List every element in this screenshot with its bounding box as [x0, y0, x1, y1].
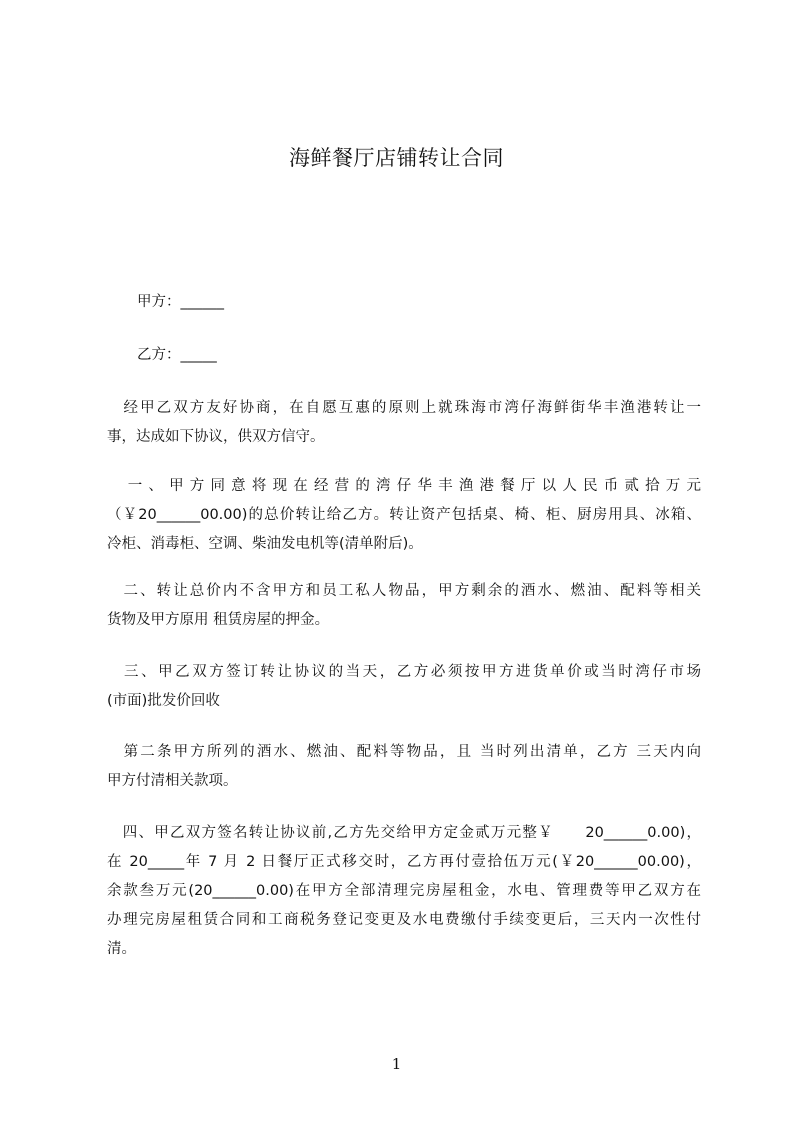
- text-line: 一、甲方同意将现在经营的湾仔华丰渔港餐厅以人民币贰拾万元: [107, 478, 701, 494]
- party-a-line: 甲方：______: [137, 294, 224, 310]
- paragraph-clause-4: [107, 819, 701, 964]
- text-line: 二、转让总价内不含甲方和员工私人物品，甲方剩余的酒水、燃油、配料等相关: [107, 583, 701, 599]
- text-line: 货物及甲方原用 租赁房屋的押金。: [107, 612, 330, 628]
- text-line: (市面)批发价回收: [107, 693, 220, 709]
- text-line: 冷柜、消毒柜、空调、柴油发电机等(清单附后)。: [107, 536, 423, 552]
- text-line: 三、甲乙双方签订转让协议的当天，乙方必须按甲方进货单价或当时湾仔市场: [107, 664, 701, 680]
- text-line: 甲方付清相关款项。: [107, 773, 238, 789]
- text-line: 清。: [107, 941, 136, 957]
- paragraph-clause-3: [107, 658, 701, 716]
- document-title: 海鲜餐厅店铺转让合同: [289, 146, 504, 170]
- paragraph-preamble: [107, 394, 701, 452]
- text-line: 经甲乙双方友好协商，在自愿互惠的原则上就珠海市湾仔海鲜街华丰渔港转让一: [107, 400, 701, 416]
- text-line: 事，达成如下协议，供双方信守。: [107, 429, 325, 445]
- page-number: 1: [391, 1055, 402, 1073]
- text-line: 第二条甲方所列的酒水、燃油、配料等物品，且 当时列出清单，乙方 三天内向: [107, 744, 701, 760]
- paragraph-article-2: [107, 738, 701, 796]
- text-line: （￥20______00.00)的总价转让给乙方。转让资产包括桌、椅、柜、厨房用具、冰箱、: [107, 507, 701, 523]
- party-b-line: 乙方：_____: [137, 347, 217, 363]
- paragraph-clause-2: [107, 577, 701, 635]
- text-line: 在 20_____年 7 月 2 日餐厅正式移交时，乙方再付壹拾伍万元(￥20______00.00)，: [107, 854, 701, 870]
- paragraph-clause-1: [107, 472, 701, 559]
- text-line: 四、甲乙双方签名转让协议前,乙方先交给甲方定金贰万元整￥ 20______0.00)，: [107, 825, 701, 841]
- text-line: 办理完房屋租赁合同和工商税务登记变更及水电费缴付手续变更后，三天内一次性付: [107, 912, 701, 928]
- text-line: 余款叁万元(20______0.00)在甲方全部清理完房屋租金，水电、管理费等甲乙双方在: [107, 883, 701, 899]
